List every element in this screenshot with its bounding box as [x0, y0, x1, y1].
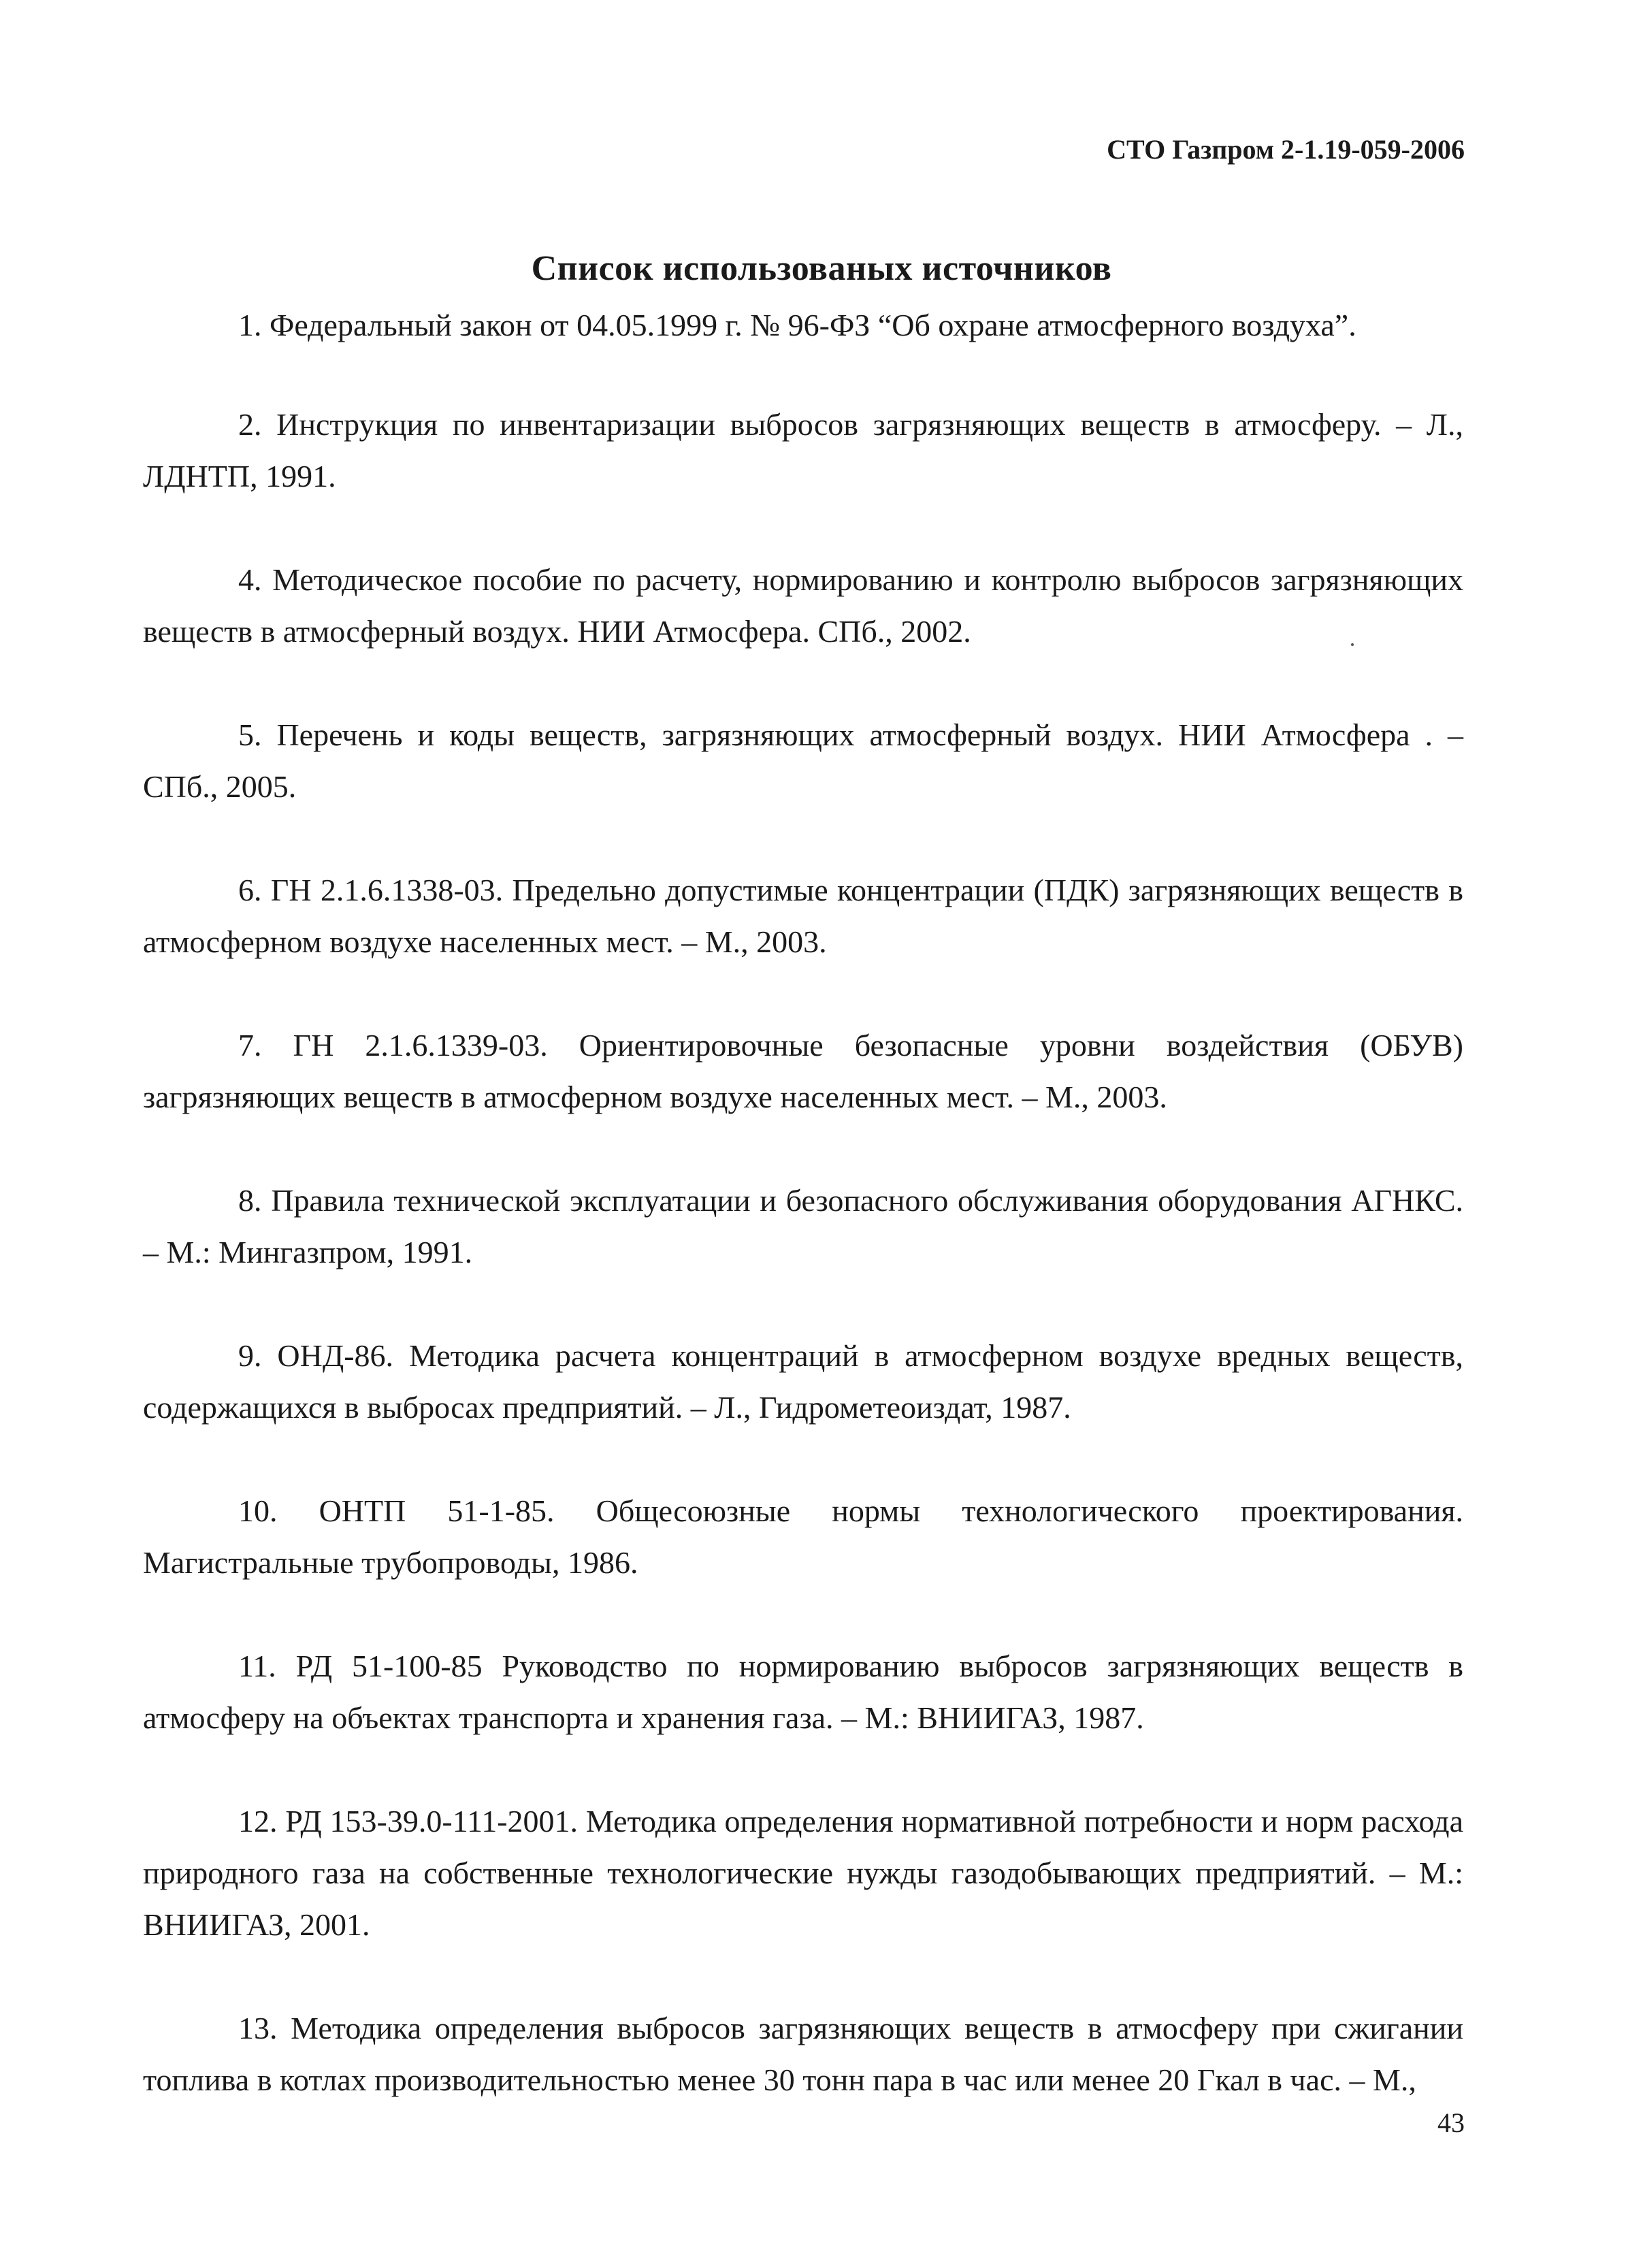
reference-item: 7. ГН 2.1.6.1339-03. Ориентировочные безопасные уровни воздействия (ОБУВ) загрязняющих веществ в атмосферном воздухе населенных мест. – М., 2003. — [143, 1028, 1463, 1114]
reference-item: 5. Перечень и коды веществ, загрязняющих атмосферный воздух. НИИ Атмосфера . – СПб., 2005. — [143, 717, 1463, 804]
reference-item: 9. ОНД-86. Методика расчета концентраций в атмосферном воздухе вредных веществ, содержащихся в выбросах предприятий. – Л., Гидрометеоиздат, 1987. — [143, 1338, 1463, 1425]
scan-speck — [1351, 643, 1354, 646]
reference-item: 12. РД 153-39.0-111-2001. Методика определения нормативной потребности и норм расхода природного газа на собственные технологические нужды газодобывающих предприятий. – М.: ВНИИГАЗ, 2001. — [143, 1804, 1463, 1942]
reference-item: 8. Правила технической эксплуатации и безопасного обслуживания оборудования АГНКС. – М.: Мингазпром, 1991. — [143, 1183, 1463, 1269]
document-code-header: СТО Газпром 2-1.19-059-2006 — [1107, 134, 1465, 165]
reference-item: 11. РД 51-100-85 Руководство по нормированию выбросов загрязняющих веществ в атмосферу на объектах транспорта и хранения газа. – М.: ВНИИГАЗ, 1987. — [143, 1649, 1463, 1735]
reference-item: 6. ГН 2.1.6.1338-03. Предельно допустимые концентрации (ПДК) загрязняющих веществ в атмосферном воздухе населенных мест. – М., 2003. — [143, 873, 1463, 959]
reference-item: 2. Инструкция по инвентаризации выбросов загрязняющих веществ в атмосферу. – Л., ЛДНТП, 1991. — [143, 407, 1463, 493]
reference-item: 13. Методика определения выбросов загрязняющих веществ в атмосферу при сжигании топлива в котлах производительностью менее 30 тонн пара в час или менее 20 Гкал в час. – М., — [143, 2011, 1463, 2097]
page-title: Список использованых источников — [531, 249, 1112, 288]
reference-item: 1. Федеральный закон от 04.05.1999 г. № 96-ФЗ “Об охране атмосферного воздуха”. — [238, 308, 1356, 342]
reference-item: 10. ОНТП 51-1-85. Общесоюзные нормы технологического проектирования. Магистральные трубопроводы, 1986. — [143, 1493, 1463, 1580]
references-list — [143, 299, 1463, 2158]
page-number: 43 — [1437, 2107, 1465, 2138]
reference-item: 4. Методическое пособие по расчету, нормированию и контролю выбросов загрязняющих веществ в атмосферный воздух. НИИ Атмосфера. СПб., 2002. — [143, 562, 1463, 649]
